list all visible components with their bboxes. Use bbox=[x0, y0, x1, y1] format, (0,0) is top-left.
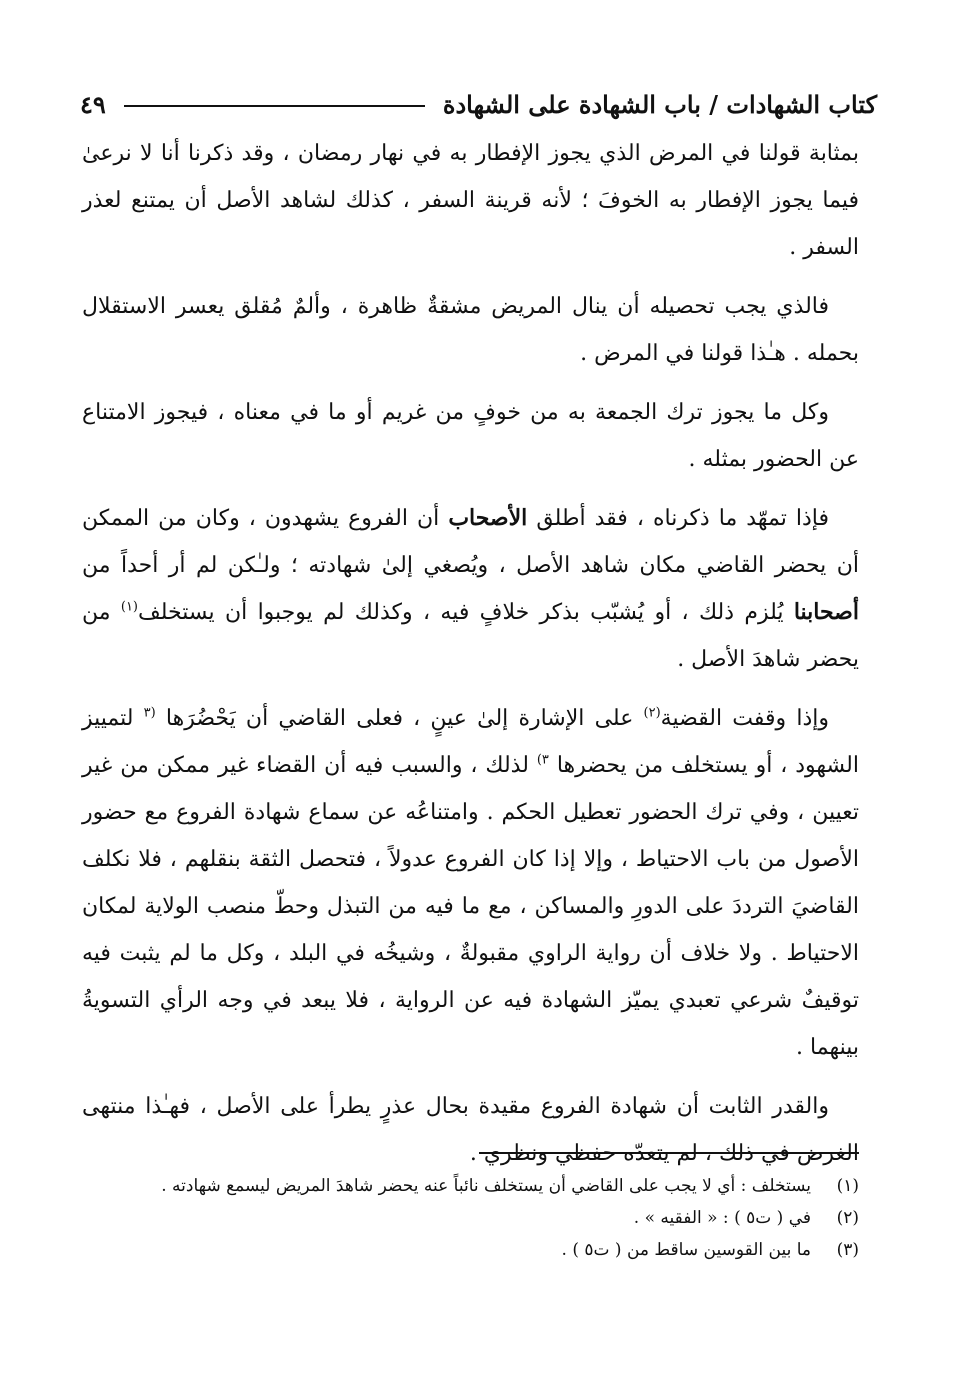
main-text bbox=[82, 130, 859, 1189]
footnote bbox=[82, 1204, 859, 1232]
paragraph bbox=[82, 495, 859, 683]
footnote-text: يستخلف : أي لا يجب على القاضي أن يستخلف نائباً عنه يحضر شاهدَ المريض ليسمع شهادته . bbox=[161, 1176, 811, 1196]
footnote-ref: (٢) bbox=[643, 705, 661, 721]
paragraph bbox=[82, 695, 859, 1071]
footnote-number: (٢) bbox=[836, 1208, 859, 1228]
chapter-title: كتاب الشهادات / باب الشهادة على الشهادة bbox=[442, 89, 877, 119]
text-run: يُلزم ذلك ، أو يُشبّب بذكر خلافٍ فيه ، وكذلك لم يوجبوا أن يستخلف bbox=[138, 600, 794, 625]
footnote-text: ما بين القوسين ساقط من ( ت٥ ) . bbox=[561, 1240, 811, 1260]
header-rule bbox=[124, 105, 425, 107]
paragraph: بمثابة قولنا في المرض الذي يجوز الإفطار به في نهار رمضان ، وقد ذكرنا أنا لا نرعىٰ فيما يجوز الإفطار به الخوفَ ؛ لأنه قرينة السفر ، كذلك لشاهد الأصل أن يمتنع لعذر السفر . bbox=[82, 141, 859, 260]
footnote-number: (١) bbox=[836, 1176, 859, 1196]
text-run: فإذا تمهّد ما ذكرناه ، فقد أطلق bbox=[527, 506, 829, 531]
text-run: وإذا وقفت القضية bbox=[660, 706, 829, 731]
paragraph: والقدر الثابت أن شهادة الفروع مقيدة بحال عذرٍ يطرأ على الأصل ، فهـٰذا منتهى الغرض في ذلك ، لم يتعدّه حفظي ونظري . bbox=[82, 1094, 859, 1166]
text-run: على الإشارة إلىٰ عينٍ ، فعلى القاضي أن يَحْضُرَها bbox=[155, 706, 644, 731]
footnote-ref: ٣) bbox=[536, 752, 549, 768]
footnote bbox=[82, 1236, 859, 1264]
text-run: أن الفروع يشهدون ، وكان من الممكن أن يحضر القاضي مكان شاهد الأصل ، ويُصغي إلىٰ شهادته ؛ ولـٰكن لم أر أحداً من bbox=[82, 506, 859, 578]
paragraph: وكل ما يجوز ترك الجمعة به من خوفٍ من غريم أو ما في معناه ، فيجوز الامتناع عن الحضور بمثله . bbox=[82, 400, 859, 472]
bold-term: أصحابنا bbox=[793, 599, 859, 625]
paragraph: فالذي يجب تحصيله أن ينال المريض مشقةٌ ظاهرة ، وألمٌ مُقلق يعسر الاستقلال بحمله . هـٰذا قولنا في المرض . bbox=[82, 294, 859, 366]
text-run: لتمييز الشهود ، أو يستخلف من يحضرها bbox=[82, 706, 859, 778]
footnote-text: في ( ت٥ ) : « الفقيه » . bbox=[633, 1208, 811, 1228]
text-run: من يحضر شاهدَ الأصل . bbox=[82, 600, 859, 672]
page-number: ٤٩ bbox=[80, 89, 106, 119]
footnote-ref: (١) bbox=[120, 599, 138, 615]
bold-term: الأصحاب bbox=[448, 505, 528, 531]
footnote-ref: (٣ bbox=[143, 705, 156, 721]
footnote-number: (٣) bbox=[836, 1240, 859, 1260]
footnotes bbox=[82, 1172, 859, 1268]
footnote-rule bbox=[479, 1152, 859, 1154]
running-header bbox=[80, 84, 877, 124]
footnote bbox=[82, 1172, 859, 1200]
text-run: لذلك ، والسبب فيه أن القضاء غير ممكن من غير تعيين ، وفي ترك الحضور تعطيل الحكم . وامتناعُه عن سماع شهادة الفروع مع حضور الأصول من باب الاحتياط ، وإلا إذا كان الفروع عدولاً ، فتحصل الثقة بنقلهم ، فلا نكلف القاضيَ الترددَ على الدورِ والمساكن ، مع ما فيه من التبذل وحطّ منصب الولاية لمكان الاحتياط . ولا خلاف أن رواية الراوي مقبولةٌ ، وشيخُه في البلد ، وكل ما لم يثبت فيه توقيفٌ شرعي تعبدي يميّز الشهادة فيه عن الرواية ، فلا يبعد في وجه الرأي التسويةُ بينهما . bbox=[82, 753, 859, 1060]
